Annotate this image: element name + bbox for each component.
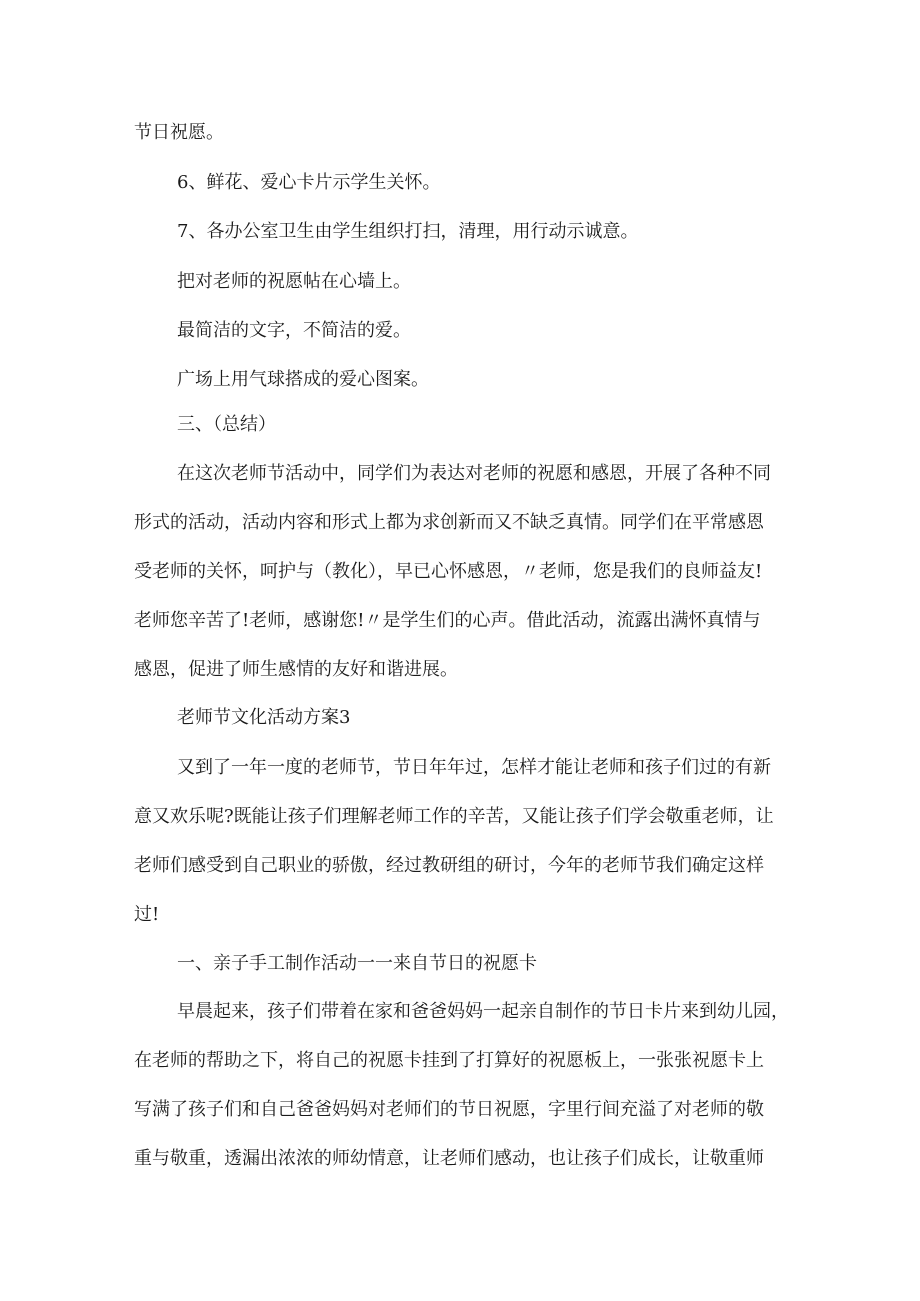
text-line: 节日祝愿。 <box>134 122 224 143</box>
section-heading: 一、亲子手工制作活动一一来自节日的祝愿卡 <box>177 953 537 974</box>
text-line: 广场上用气球搭成的爱心图案。 <box>177 369 429 390</box>
paragraph-line: 形式的活动，活动内容和形式上都为求创新而又不缺乏真情。同学们在平常感恩 <box>134 512 764 533</box>
section-title: 老师节文化活动方案3 <box>177 707 351 728</box>
paragraph-line: 感恩，促进了师生感情的友好和谐进展。 <box>134 659 458 680</box>
section-heading: 三、（总结） <box>177 414 276 435</box>
paragraph-line: 写满了孩子们和自己爸爸妈妈对老师们的节日祝愿，字里行间充溢了对老师的敬 <box>134 1099 764 1120</box>
paragraph-line: 在老师的帮助之下，将自己的祝愿卡挂到了打算好的祝愿板上，一张张祝愿卡上 <box>134 1050 764 1071</box>
paragraph-line: 重与敬重，透漏出浓浓的师幼情意，让老师们感动，也让孩子们成长，让敬重师 <box>134 1148 764 1169</box>
paragraph-line: 老师们感受到自己职业的骄傲，经过教研组的研讨，今年的老师节我们确定这样 <box>134 855 764 876</box>
paragraph-line: 受老师的关怀，呵护与（教化），早已心怀感恩，〃老师，您是我们的良师益友! <box>134 561 763 582</box>
paragraph-line: 过! <box>134 904 160 925</box>
paragraph-line: 早晨起来，孩子们带着在家和爸爸妈妈一起亲自制作的节日卡片来到幼儿园， <box>177 1001 789 1022</box>
paragraph-line: 老师您辛苦了!老师，感谢您!〃是学生们的心声。借此活动，流露出满怀真情与 <box>134 610 761 631</box>
paragraph-line: 在这次老师节活动中，同学们为表达对老师的祝愿和感恩，开展了各种不同 <box>177 463 771 484</box>
list-item: 7、各办公室卫生由学生组织打扫，清理，用行动示诚意。 <box>177 221 639 242</box>
paragraph-line: 意又欢乐呢?既能让孩子们理解老师工作的辛苦，又能让孩子们学会敬重老师，让 <box>134 806 774 827</box>
text-line: 把对老师的祝愿帖在心墙上。 <box>177 271 411 292</box>
list-item: 6、鲜花、爱心卡片示学生关怀。 <box>177 172 441 193</box>
text-line: 最简洁的文字，不简洁的爱。 <box>177 320 411 341</box>
paragraph-line: 又到了一年一度的老师节，节日年年过，怎样才能让老师和孩子们过的有新 <box>177 757 771 778</box>
